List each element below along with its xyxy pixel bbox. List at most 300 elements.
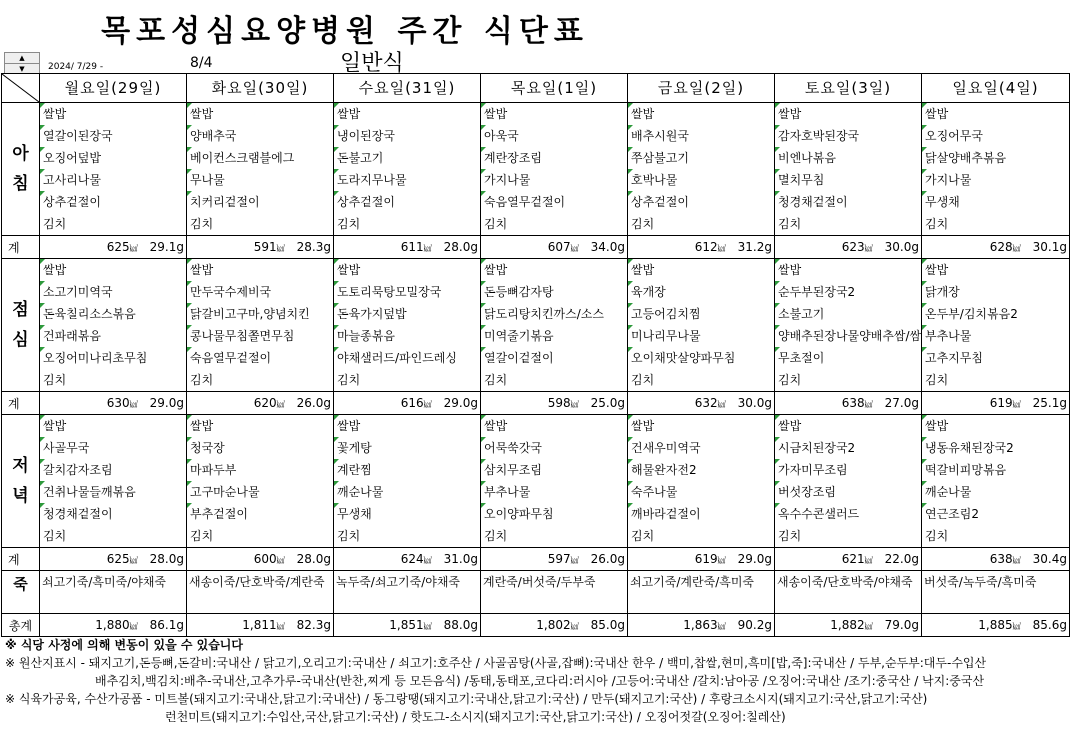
- subtotal-cell: [481, 392, 628, 415]
- kcal-number: 625: [106, 552, 130, 566]
- menu-item: 김치: [43, 373, 67, 387]
- menu-item: 돈등뼈감자탕: [481, 281, 627, 303]
- kcal-number: 612: [694, 240, 718, 254]
- menu-item: 쌀밥: [334, 415, 480, 437]
- menu-item: 부추나물: [481, 481, 627, 503]
- menu-item: 쭈삼불고기: [628, 147, 774, 169]
- menu-item: 김치: [43, 529, 67, 543]
- menu-item: 김치: [631, 217, 655, 231]
- kcal-number: 1,885: [978, 618, 1013, 632]
- menu-item: 상추겉절이: [40, 191, 186, 213]
- menu-item: 숙주나물: [628, 481, 774, 503]
- menu-item: 콩나물무침쫄면무침: [187, 325, 333, 347]
- menu-cell-lunch: [775, 259, 922, 392]
- menu-item: 해물완자전2: [628, 459, 774, 481]
- kcal-number: 1,802: [536, 618, 571, 632]
- menu-cell-lunch: [628, 259, 775, 392]
- menu-item: 무나물: [187, 169, 333, 191]
- grand-total-label: 총계: [2, 614, 40, 637]
- kcal-unit: ㎉: [423, 622, 432, 631]
- menu-item: 쌀밥: [187, 415, 333, 437]
- menu-item: 계란장조림: [481, 147, 627, 169]
- protein-value: 28.0g: [443, 240, 478, 254]
- kcal-number: 611: [400, 240, 424, 254]
- menu-cell-dinner: [775, 415, 922, 548]
- porridge-cell: 새송이죽/단호박죽/야채죽: [775, 571, 922, 614]
- menu-item: 아욱국: [481, 125, 627, 147]
- menu-cell-dinner: [922, 415, 1070, 548]
- menu-item: 깨순나물: [334, 481, 480, 503]
- subtotal-cell: [40, 236, 187, 259]
- kcal-unit: ㎉: [717, 622, 726, 631]
- subtotal-cell: [922, 392, 1070, 415]
- subtotal-cell: [775, 548, 922, 571]
- menu-item: 돈육칠리소스볶음: [40, 303, 186, 325]
- kcal-value: [842, 240, 873, 254]
- kcal-unit: ㎉: [570, 622, 579, 631]
- menu-item: 쌀밥: [481, 415, 627, 437]
- menu-item: 소불고기: [775, 303, 921, 325]
- menu-item: 쌀밥: [922, 415, 1069, 437]
- kcal-number: 607: [547, 240, 571, 254]
- kcal-unit: ㎉: [276, 244, 285, 253]
- protein-value: 85.0g: [590, 618, 625, 632]
- menu-item: 김치: [190, 373, 214, 387]
- menu-item: 열갈이된장국: [40, 125, 186, 147]
- kcal-unit: ㎉: [570, 400, 579, 409]
- kcal-number: 619: [989, 396, 1013, 410]
- kcal-value: [978, 618, 1020, 632]
- menu-item: 도라지무나물: [334, 169, 480, 191]
- kcal-number: 1,851: [389, 618, 424, 632]
- protein-value: 86.1g: [149, 618, 184, 632]
- spinner-up-icon[interactable]: ▲: [19, 54, 25, 62]
- page-title: 목포성심요양병원 주간 식단표: [101, 14, 589, 49]
- menu-cell-lunch: [334, 259, 481, 392]
- protein-value: 90.2g: [737, 618, 772, 632]
- meal-label-lunch: [2, 259, 40, 392]
- menu-item: 쌀밥: [40, 259, 186, 281]
- start-date: 2024/ 7/29 -: [48, 62, 104, 72]
- grand-total-cell: [334, 614, 481, 637]
- kcal-unit: ㎉: [864, 556, 873, 565]
- kcal-unit: ㎉: [1012, 622, 1021, 631]
- menu-item: 건새우미역국: [628, 437, 774, 459]
- menu-item: 상추겉절이: [628, 191, 774, 213]
- menu-item: 김치: [778, 373, 802, 387]
- menu-item: 김치: [925, 373, 949, 387]
- kcal-value: [548, 552, 579, 566]
- protein-value: 29.0g: [149, 396, 184, 410]
- menu-item: 청국장: [187, 437, 333, 459]
- porridge-cell: 새송이죽/단호박죽/계란죽: [187, 571, 334, 614]
- kcal-unit: ㎉: [276, 622, 285, 631]
- porridge-label: 죽: [2, 571, 40, 614]
- protein-value: 28.0g: [296, 552, 331, 566]
- menu-item: 어묵쑥갓국: [481, 437, 627, 459]
- kcal-unit: ㎉: [864, 244, 873, 253]
- kcal-number: 1,863: [683, 618, 718, 632]
- kcal-value: [842, 396, 873, 410]
- kcal-number: 621: [841, 552, 865, 566]
- menu-item: 만두국수제비국: [187, 281, 333, 303]
- kcal-number: 620: [253, 396, 277, 410]
- menu-item: 미나리무나물: [628, 325, 774, 347]
- subtotal-label: 계: [2, 392, 40, 415]
- menu-cell-breakfast: [334, 103, 481, 236]
- subtotal-cell: [628, 236, 775, 259]
- menu-item: 쌀밥: [922, 259, 1069, 281]
- subtotal-cell: [334, 236, 481, 259]
- day-header: 월요일(29일): [40, 74, 187, 103]
- kcal-unit: ㎉: [864, 400, 873, 409]
- menu-item: 계란찜: [334, 459, 480, 481]
- protein-value: 25.0g: [590, 396, 625, 410]
- subtotal-cell: [40, 392, 187, 415]
- meal-label-dinner: [2, 415, 40, 548]
- protein-value: 25.1g: [1032, 396, 1067, 410]
- date-spinner[interactable]: [4, 52, 40, 74]
- menu-item: 오징어미나리초무침: [40, 347, 186, 369]
- menu-item: 쌀밥: [40, 415, 186, 437]
- menu-item: 김치: [778, 529, 802, 543]
- menu-cell-breakfast: [481, 103, 628, 236]
- menu-item: 깨순나물: [922, 481, 1069, 503]
- menu-cell-lunch: [187, 259, 334, 392]
- kcal-value: [990, 552, 1021, 566]
- grand-total-cell: [481, 614, 628, 637]
- kcal-number: 628: [989, 240, 1013, 254]
- kcal-value: [389, 618, 431, 632]
- subtotal-label: 계: [2, 548, 40, 571]
- kcal-unit: ㎉: [1012, 400, 1021, 409]
- day-header: 화요일(30일): [187, 74, 334, 103]
- note-change: ※ 식당 사정에 의해 변동이 있을 수 있습니다: [5, 638, 243, 652]
- menu-item: 냉동유채된장국2: [922, 437, 1069, 459]
- kcal-value: [842, 552, 873, 566]
- protein-value: 29.0g: [737, 552, 772, 566]
- menu-item: 상추겉절이: [334, 191, 480, 213]
- kcal-number: 597: [547, 552, 571, 566]
- kcal-number: 619: [694, 552, 718, 566]
- subtotal-cell: [40, 548, 187, 571]
- menu-item: 김치: [484, 529, 508, 543]
- menu-item: 오이채맛살양파무침: [628, 347, 774, 369]
- menu-item: 고추지무침: [922, 347, 1069, 369]
- kcal-number: 598: [547, 396, 571, 410]
- meal-label-breakfast: [2, 103, 40, 236]
- kcal-value: [695, 240, 726, 254]
- menu-cell-dinner: [187, 415, 334, 548]
- kcal-value: [990, 396, 1021, 410]
- protein-value: 31.2g: [737, 240, 772, 254]
- kcal-number: 632: [694, 396, 718, 410]
- menu-item: 쌀밥: [775, 103, 921, 125]
- kcal-value: [107, 396, 138, 410]
- spinner-down-icon[interactable]: ▼: [5, 63, 39, 74]
- diet-type: 일반식: [340, 51, 404, 76]
- menu-item: 김치: [631, 373, 655, 387]
- menu-item: 고구마순나물: [187, 481, 333, 503]
- menu-cell-breakfast: [40, 103, 187, 236]
- menu-item: 야채샐러드/파인드레싱: [334, 347, 480, 369]
- kcal-number: 624: [400, 552, 424, 566]
- kcal-number: 600: [253, 552, 277, 566]
- protein-value: 31.0g: [443, 552, 478, 566]
- menu-item: 쌀밥: [628, 103, 774, 125]
- menu-cell-dinner: [481, 415, 628, 548]
- menu-item: 돈불고기: [334, 147, 480, 169]
- menu-item: 베이컨스크램블에그: [187, 147, 333, 169]
- menu-cell-lunch: [481, 259, 628, 392]
- kcal-value: [254, 396, 285, 410]
- menu-item: 김치: [925, 529, 949, 543]
- subtotal-cell: [922, 236, 1070, 259]
- kcal-number: 1,880: [95, 618, 130, 632]
- menu-item: 건파래볶음: [40, 325, 186, 347]
- menu-item: 미역줄기볶음: [481, 325, 627, 347]
- protein-value: 34.0g: [590, 240, 625, 254]
- menu-cell-breakfast: [775, 103, 922, 236]
- menu-item: 마파두부: [187, 459, 333, 481]
- porridge-cell: 쇠고기죽/흑미죽/야채죽: [40, 571, 187, 614]
- menu-item: 냉이된장국: [334, 125, 480, 147]
- kcal-value: [107, 240, 138, 254]
- kcal-number: 638: [841, 396, 865, 410]
- menu-item: 가지나물: [922, 169, 1069, 191]
- kcal-unit: ㎉: [570, 556, 579, 565]
- subtotal-cell: [187, 236, 334, 259]
- menu-item: 쌀밥: [334, 259, 480, 281]
- kcal-number: 623: [841, 240, 865, 254]
- menu-item: 건취나물들깨볶음: [40, 481, 186, 503]
- menu-item: 꽃게탕: [334, 437, 480, 459]
- day-header: 일요일(4일): [922, 74, 1070, 103]
- menu-item: 오이양파무침: [481, 503, 627, 525]
- kcal-unit: ㎉: [276, 400, 285, 409]
- notes: [5, 636, 1065, 726]
- menu-item: 쌀밥: [775, 259, 921, 281]
- protein-value: 22.0g: [884, 552, 919, 566]
- menu-item: 김치: [337, 373, 361, 387]
- subtotal-cell: [922, 548, 1070, 571]
- subtotal-cell: [334, 548, 481, 571]
- menu-item: 김치: [190, 217, 214, 231]
- menu-cell-dinner: [40, 415, 187, 548]
- kcal-unit: ㎉: [129, 622, 138, 631]
- kcal-value: [254, 240, 285, 254]
- protein-value: 29.0g: [443, 396, 478, 410]
- subtotal-cell: [334, 392, 481, 415]
- kcal-value: [401, 396, 432, 410]
- note-origin: ※ 원산지표시 - 돼지고기,돈등뼈,돈갈비:국내산 / 닭고기,오리고기:국내산 / 쇠고기:호주산 / 사골곰탕(사골,잡뼈):국내산 한우 / 백미,찹쌀,현미,흑미[밥,죽]:국내산 / 두부,순두부:대두-수입산: [5, 656, 987, 670]
- day-header: 금요일(2일): [628, 74, 775, 103]
- menu-item: 청경채겉절이: [775, 191, 921, 213]
- menu-item: 소고기미역국: [40, 281, 186, 303]
- subtotal-cell: [775, 392, 922, 415]
- kcal-value: [548, 240, 579, 254]
- menu-item: 무초절이: [775, 347, 921, 369]
- grand-total-cell: [40, 614, 187, 637]
- kcal-value: [401, 552, 432, 566]
- menu-item: 사골무국: [40, 437, 186, 459]
- menu-item: 치커리겉절이: [187, 191, 333, 213]
- day-header: 목요일(1일): [481, 74, 628, 103]
- menu-item: 김치: [43, 217, 67, 231]
- kcal-unit: ㎉: [717, 400, 726, 409]
- menu-item: 오징어덮밥: [40, 147, 186, 169]
- note-processed-cont: 런천미트(돼지고기:수입산,국산,닭고기:국산) / 핫도그-소시지(돼지고기:국산,닭고기:국산) / 오징어젓갈(오징어:칠레산): [165, 710, 786, 724]
- protein-value: 82.3g: [296, 618, 331, 632]
- kcal-value: [990, 240, 1021, 254]
- subtotal-label: 계: [2, 236, 40, 259]
- menu-item: 연근조림2: [922, 503, 1069, 525]
- meal-label-char: 심: [12, 330, 29, 350]
- kcal-value: [107, 552, 138, 566]
- kcal-number: 630: [106, 396, 130, 410]
- kcal-number: 616: [400, 396, 424, 410]
- protein-value: 26.0g: [296, 396, 331, 410]
- protein-value: 30.0g: [737, 396, 772, 410]
- menu-item: 김치: [925, 217, 949, 231]
- menu-cell-dinner: [334, 415, 481, 548]
- menu-cell-breakfast: [922, 103, 1070, 236]
- menu-item: 양배추국: [187, 125, 333, 147]
- menu-item: 가지나물: [481, 169, 627, 191]
- menu-item: 고사리나물: [40, 169, 186, 191]
- protein-value: 30.1g: [1032, 240, 1067, 254]
- menu-item: 마늘종볶음: [334, 325, 480, 347]
- kcal-value: [254, 552, 285, 566]
- subtotal-cell: [187, 392, 334, 415]
- menu-item: 김치: [337, 529, 361, 543]
- menu-item: 무생채: [922, 191, 1069, 213]
- menu-item: 김치: [190, 529, 214, 543]
- kcal-unit: ㎉: [1012, 556, 1021, 565]
- meal-label-char: 저: [12, 456, 29, 476]
- menu-item: 고등어김치찜: [628, 303, 774, 325]
- menu-item: 닭살양배추볶음: [922, 147, 1069, 169]
- menu-item: 김치: [778, 217, 802, 231]
- note-processed: ※ 식육가공육, 수산가공품 - 미트볼(돼지고기:국내산,닭고기:국내산) / 동그랑땡(돼지고기:국내산,닭고기:국산) / 만두(돼지고기:국산) / 후랑크소시지(돼지고기:국산,닭고기:국산): [5, 692, 928, 706]
- kcal-value: [683, 618, 725, 632]
- kcal-value: [830, 618, 872, 632]
- menu-item: 김치: [484, 373, 508, 387]
- menu-item: 깨바라겉절이: [628, 503, 774, 525]
- menu-item: 닭갈비고구마,양념치킨: [187, 303, 333, 325]
- subtotal-cell: [481, 236, 628, 259]
- menu-item: 김치: [631, 529, 655, 543]
- menu-item: 부추나물: [922, 325, 1069, 347]
- kcal-number: 625: [106, 240, 130, 254]
- kcal-unit: ㎉: [129, 244, 138, 253]
- menu-item: 비엔나볶음: [775, 147, 921, 169]
- menu-item: 쌀밥: [628, 259, 774, 281]
- grand-total-cell: [775, 614, 922, 637]
- kcal-value: [242, 618, 284, 632]
- kcal-number: 591: [253, 240, 277, 254]
- porridge-cell: 녹두죽/쇠고기죽/야채죽: [334, 571, 481, 614]
- menu-item: 쌀밥: [40, 103, 186, 125]
- meal-label-char: 점: [12, 300, 29, 320]
- menu-item: 멸치무침: [775, 169, 921, 191]
- menu-item: 가자미무조림: [775, 459, 921, 481]
- menu-item: 떡갈비피망볶음: [922, 459, 1069, 481]
- subtotal-cell: [628, 392, 775, 415]
- menu-item: 청경채겉절이: [40, 503, 186, 525]
- kcal-unit: ㎉: [423, 400, 432, 409]
- kcal-unit: ㎉: [1012, 244, 1021, 253]
- menu-item: 쌀밥: [187, 103, 333, 125]
- kcal-unit: ㎉: [276, 556, 285, 565]
- menu-item: 갈치감자조림: [40, 459, 186, 481]
- meal-label-char: 아: [12, 144, 29, 164]
- menu-item: 돈육가지덮밥: [334, 303, 480, 325]
- menu-cell-breakfast: [628, 103, 775, 236]
- menu-item: 쌀밥: [187, 259, 333, 281]
- subtotal-cell: [628, 548, 775, 571]
- subtotal-cell: [481, 548, 628, 571]
- grand-total-cell: [187, 614, 334, 637]
- grand-total-cell: [922, 614, 1070, 637]
- menu-item: 배추시원국: [628, 125, 774, 147]
- kcal-unit: ㎉: [423, 556, 432, 565]
- protein-value: 26.0g: [590, 552, 625, 566]
- menu-cell-dinner: [628, 415, 775, 548]
- kcal-number: 1,882: [830, 618, 865, 632]
- kcal-unit: ㎉: [570, 244, 579, 253]
- menu-cell-lunch: [40, 259, 187, 392]
- kcal-unit: ㎉: [423, 244, 432, 253]
- menu-item: 삼치무조림: [481, 459, 627, 481]
- meal-label-char: 침: [12, 174, 29, 194]
- kcal-value: [695, 552, 726, 566]
- kcal-value: [401, 240, 432, 254]
- menu-item: 옥수수콘샐러드: [775, 503, 921, 525]
- porridge-cell: 쇠고기죽/계란죽/흑미죽: [628, 571, 775, 614]
- menu-item: 온두부/김치볶음2: [922, 303, 1069, 325]
- menu-item: 닭도리탕치킨까스/소스: [481, 303, 627, 325]
- porridge-cell: 버섯죽/녹두죽/흑미죽: [922, 571, 1070, 614]
- kcal-unit: ㎉: [717, 244, 726, 253]
- subtotal-cell: [187, 548, 334, 571]
- kcal-unit: ㎉: [129, 556, 138, 565]
- menu-item: 숙음열무겉절이: [187, 347, 333, 369]
- end-date: 8/4: [190, 55, 213, 71]
- menu-item: 쌀밥: [481, 103, 627, 125]
- kcal-value: [95, 618, 137, 632]
- grand-total-cell: [628, 614, 775, 637]
- porridge-cell: 계란죽/버섯죽/두부죽: [481, 571, 628, 614]
- menu-item: 부추겉절이: [187, 503, 333, 525]
- protein-value: 30.0g: [884, 240, 919, 254]
- menu-item: 감자호박된장국: [775, 125, 921, 147]
- protein-value: 27.0g: [884, 396, 919, 410]
- kcal-number: 638: [989, 552, 1013, 566]
- kcal-value: [548, 396, 579, 410]
- protein-value: 30.4g: [1032, 552, 1067, 566]
- menu-cell-breakfast: [187, 103, 334, 236]
- protein-value: 28.0g: [149, 552, 184, 566]
- menu-item: 호박나물: [628, 169, 774, 191]
- menu-table: [1, 73, 1070, 637]
- menu-item: 쌀밥: [628, 415, 774, 437]
- menu-item: 숙음열무겉절이: [481, 191, 627, 213]
- menu-item: 육개장: [628, 281, 774, 303]
- menu-cell-lunch: [922, 259, 1070, 392]
- note-origin-cont: 배추김치,백김치:배추-국내산,고추가루-국내산(반찬,찌게 등 모든음식) /동태,동태포,코다리:러시아 /고등어:국내산 /갈치:남아공 /오징어:국내산 /조기:중국산 / 낙지:중국산: [95, 674, 985, 688]
- menu-item: 쌀밥: [775, 415, 921, 437]
